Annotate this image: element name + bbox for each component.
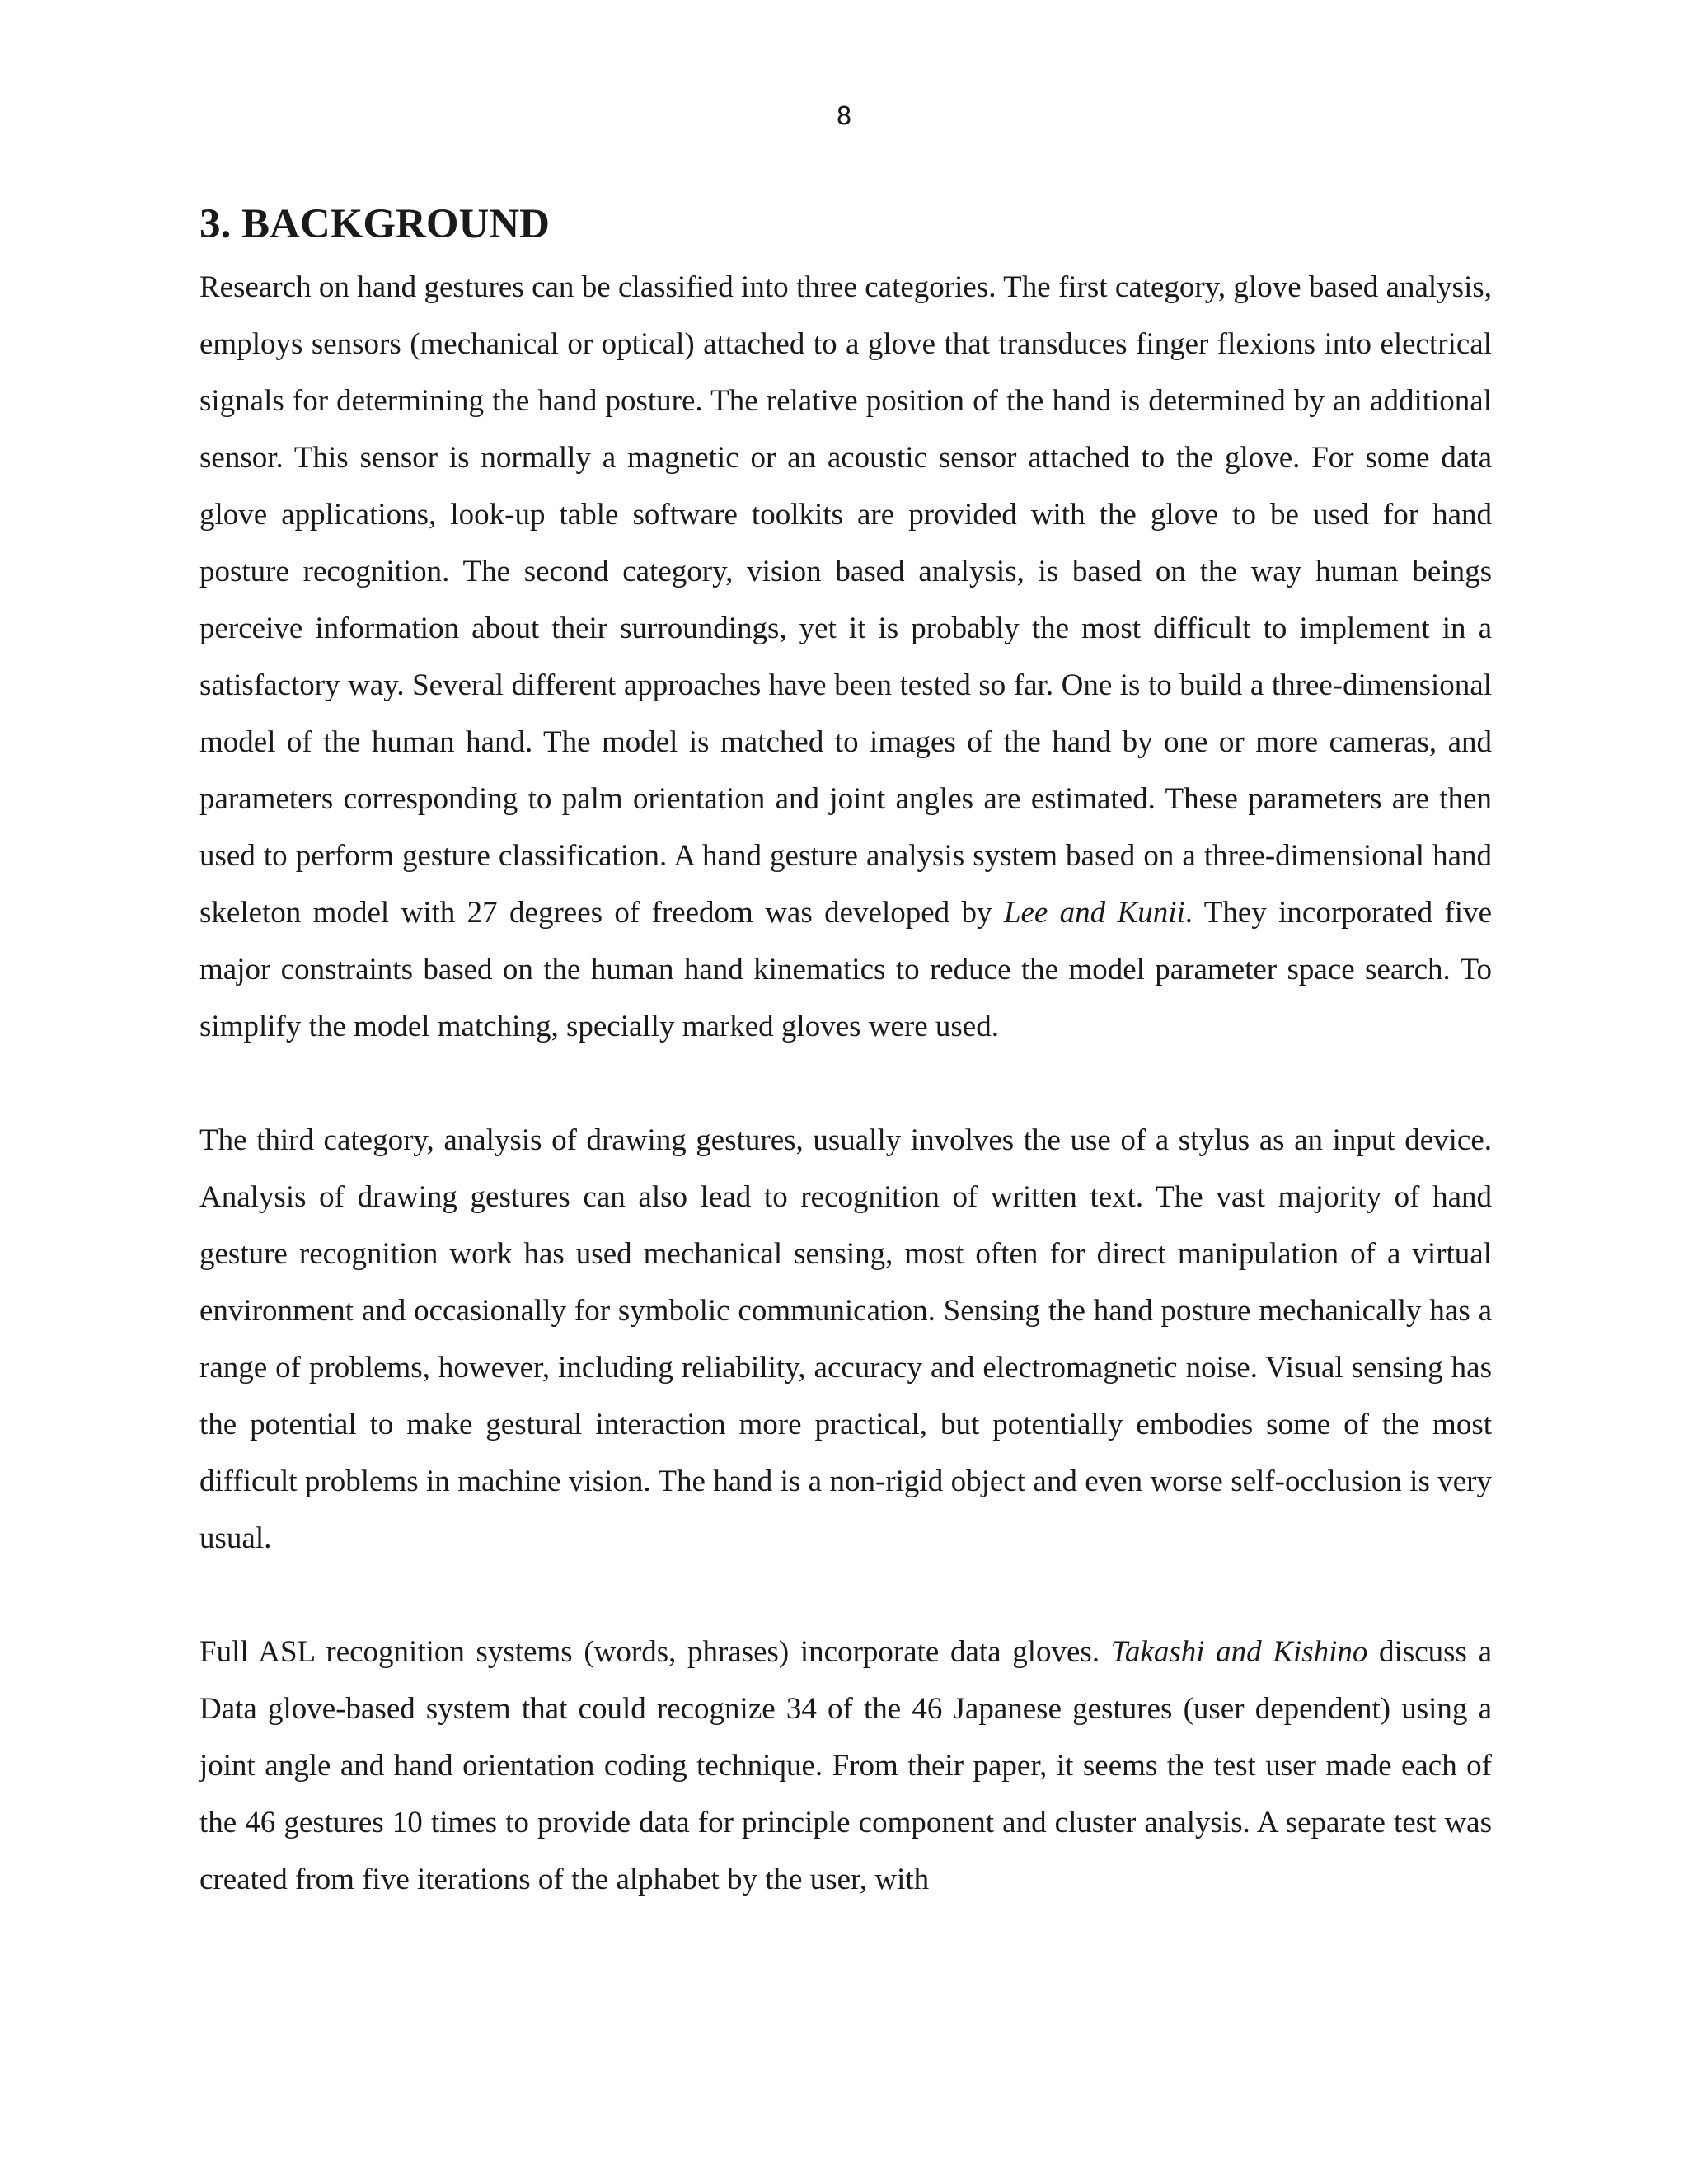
citation-takashi-kishino: Takashi and Kishino <box>1110 1635 1368 1669</box>
paragraph-asl-recognition <box>199 1624 1492 1908</box>
paragraph-text: Research on hand gestures can be classified into three categories. The first category, glove based analysis, employs sensors (mechanical or optical) attached to a glove that transduces finger flexions into electrical signals for determining the hand posture. The relative position of the hand is determined by an additional sensor. This sensor is normally a magnetic or an acoustic sensor attached to the glove. For some data glove applications, look-up table software toolkits are provided with the glove to be used for hand posture recognition. The second category, vision based analysis, is based on the way human beings perceive information about their surroundings, yet it is probably the most difficult to implement in a satisfactory way. Several different approaches have been tested so far. One is to build a three-dimensional model of the human hand. The model is matched to images of the hand by one or more cameras, and parameters corresponding to palm orientation and joint angles are estimated. These parameters are then used to perform gesture classification. A hand gesture analysis system based on a three-dimensional hand skeleton model with 27 degrees of freedom was developed by <box>199 270 1492 930</box>
paragraph-text: The third category, analysis of drawing gestures, usually involves the use of a stylus as an input device. Analysis of drawing gestures can also lead to recognition of written text. The vast majority of hand gesture recognition work has used mechanical sensing, most often for direct manipulation of a virtual environment and occasionally for symbolic communication. Sensing the hand posture mechanically has a range of problems, however, including reliability, accuracy and electromagnetic noise. Visual sensing has the potential to make gestural interaction more practical, but potentially embodies some of the most difficult problems in machine vision. The hand is a non-rigid object and even worse self-occlusion is very usual. <box>199 1123 1492 1555</box>
section-heading: 3. BACKGROUND <box>199 201 551 247</box>
paragraph-text: . They incorporated five major constraints based on the human hand kinematics to reduce the model parameter space search. To simplify the model matching, specially marked gloves were used. <box>199 896 1492 1043</box>
paragraph-text: Full ASL recognition systems (words, phrases) incorporate data gloves. <box>199 1635 1111 1669</box>
page-number: 8 <box>836 102 852 131</box>
paragraph-drawing-gestures <box>199 1112 1492 1567</box>
citation-lee-kunii: Lee and Kunii <box>1003 896 1185 930</box>
page-content <box>199 191 1492 1908</box>
paragraph-glove-vision-analysis <box>199 259 1492 1055</box>
paragraph-text: discuss a Data glove-based system that could recognize 34 of the 46 Japanese gestures (user dependent) using a joint angle and hand orientation coding technique. From their paper, it seems the test user made each of the 46 gestures 10 times to provide data for principle component and cluster analysis. A separate test was created from five iterations of the alphabet by the user, with <box>199 1635 1492 1896</box>
